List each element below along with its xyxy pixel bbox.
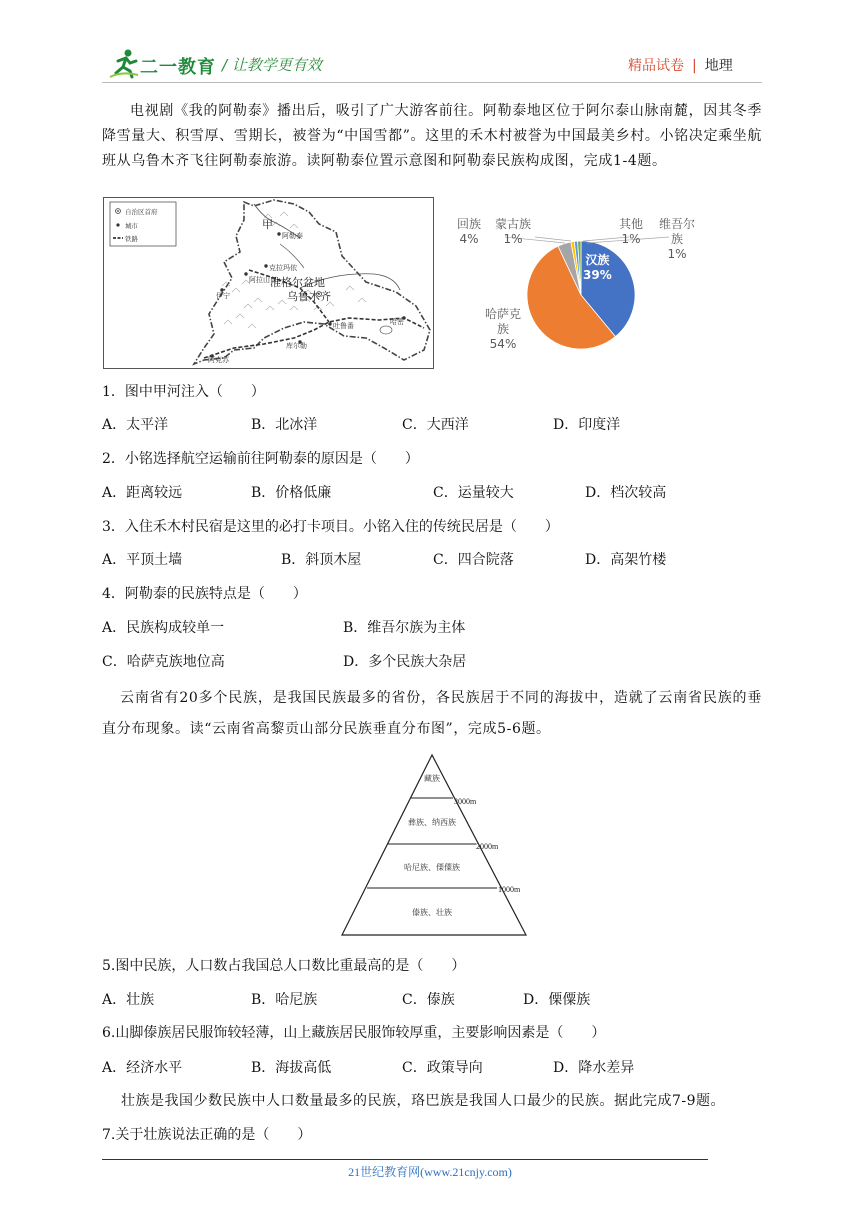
q5-option-a: A．壮族 <box>102 992 155 1008</box>
pie-label-hui: 回族 4% <box>457 217 482 246</box>
q2-option-b: B．价格低廉 <box>251 485 332 501</box>
q1-option-b: B．北冰洋 <box>251 417 318 433</box>
question-2: 2．小铭选择航空运输前往阿勒泰的原因是（ ） <box>102 451 419 467</box>
footer-text: 21世纪教育网(www.21cnjy.com) <box>348 1165 512 1179</box>
q3-option-d: D．高架竹楼 <box>585 552 667 568</box>
q1-option-a: A．太平洋 <box>102 417 169 433</box>
header-label: 精品试卷 <box>628 58 684 74</box>
map-label-urumqi: 乌鲁木齐 <box>287 290 331 303</box>
legend-railway: 铁路 <box>125 235 138 243</box>
question-1: 1．图中甲河注入（ ） <box>102 384 265 400</box>
q1-option-d: D．印度洋 <box>553 417 621 433</box>
q3-option-c: C．四合院落 <box>433 552 514 568</box>
question-6: 6.山脚傣族居民服饰较轻薄，山上藏族居民服饰较厚重，主要影响因素是（ ） <box>102 1025 606 1041</box>
altay-location-map <box>103 197 434 369</box>
q4-option-b: B．维吾尔族为主体 <box>343 620 466 636</box>
q5-option-b: B．哈尼族 <box>251 992 318 1008</box>
question-5: 5.图中民族，人口数占我国总人口数比重最高的是（ ） <box>102 958 466 974</box>
altitude-3000: 3000m <box>454 797 477 806</box>
pie-label-kazakh: 哈萨克 族 54% <box>485 307 522 351</box>
slogan: / 让教学更有效 <box>222 56 322 74</box>
map-label-kelamayi: 克拉玛依 <box>269 264 297 272</box>
altitude-2000: 2000m <box>476 842 499 851</box>
footer-rule <box>102 1159 708 1160</box>
q1-option-c: C．大西洋 <box>402 417 469 433</box>
question-4: 4．阿勒泰的民族特点是（ ） <box>102 586 307 602</box>
level-yi-naxi: 彝族、纳西族 <box>408 818 456 827</box>
q3-option-b: B．斜顶木屋 <box>281 552 362 568</box>
brand-logo <box>108 47 220 83</box>
map-label-tulufan: 吐鲁番 <box>333 322 354 330</box>
altitude-pyramid-diagram <box>330 752 550 940</box>
level-dai-zhuang: 傣族、壮族 <box>412 908 452 917</box>
map-label-hami: 哈密 <box>390 318 404 326</box>
pie-label-uyghur: 维吾尔 族 1% <box>659 217 696 261</box>
q5-option-d: D．傈僳族 <box>523 992 591 1008</box>
q2-option-c: C．运量较大 <box>433 485 514 501</box>
map-label-alashan: 阿拉山口 <box>249 276 277 284</box>
map-label-aletai: 阿勒泰 <box>282 232 303 240</box>
intro-paragraph-3: 壮族是我国少数民族中人口数量最多的民族，珞巴族是我国人口最少的民族。据此完成7-9题。 <box>121 1093 726 1109</box>
level-hani-lisu: 哈尼族、傈僳族 <box>404 863 460 872</box>
altitude-1000: 1000m <box>498 885 521 894</box>
legend-city: 城市 <box>125 222 138 230</box>
q2-option-d: D．档次较高 <box>585 485 667 501</box>
level-tibetan: 藏族 <box>424 774 440 783</box>
header-rule <box>102 82 762 83</box>
runner-icon <box>108 47 140 79</box>
q6-option-c: C．政策导向 <box>402 1060 483 1076</box>
legend-capital: 自治区首府 <box>125 208 158 216</box>
question-3: 3．入住禾木村民宿是这里的必打卡项目。小铭入住的传统民居是（ ） <box>102 519 559 535</box>
q6-option-a: A．经济水平 <box>102 1060 183 1076</box>
subject-label: 地理 <box>704 58 733 74</box>
pie-label-other: 其他 1% <box>619 217 644 246</box>
ethnic-composition-pie-chart <box>437 197 724 367</box>
city-icon <box>116 223 119 226</box>
question-7: 7.关于壮族说法正确的是（ ） <box>102 1127 312 1143</box>
q3-option-a: A．平顶土墙 <box>102 552 183 568</box>
q2-option-a: A．距离较远 <box>102 485 183 501</box>
q6-option-b: B．海拔高低 <box>251 1060 332 1076</box>
q4-option-c: C．哈萨克族地位高 <box>102 654 225 670</box>
map-label-basin: 准格尔盆地 <box>270 276 325 289</box>
q5-option-c: C．傣族 <box>402 992 455 1008</box>
q4-option-a: A．民族构成较单一 <box>102 620 225 636</box>
map-label-kuerle: 库尔勒 <box>286 342 307 350</box>
intro-paragraph-2: 云南省有20多个民族，是我国民族最多的省份，各民族居于不同的海拔中，造就了云南省民族的垂直分布现象。读“云南省高黎贡山部分民族垂直分布图”，完成5-6题。 <box>102 690 762 737</box>
q6-option-d: D．降水差异 <box>553 1060 635 1076</box>
pie-label-mongol: 蒙古族 1% <box>495 217 532 246</box>
map-label-jia: 甲 <box>262 218 273 231</box>
q4-option-d: D．多个民族大杂居 <box>343 654 467 670</box>
header-divider: | <box>692 58 697 74</box>
brand-name: 二一教育 <box>140 57 216 78</box>
map-label-akesu: 阿克苏 <box>208 356 229 364</box>
map-label-yining: 伊宁 <box>216 292 230 300</box>
intro-paragraph-1: 电视剧《我的阿勒泰》播出后，吸引了广大游客前往。阿勒泰地区位于阿尔泰山脉南麓，因其冬季降雪量大、积雪厚、雪期长，被誉为“中国雪都”。这里的禾木村被誉为中国最美乡村。小铭决定乘坐航班从乌鲁木齐飞往阿勒泰旅游。读阿勒泰位置示意图和阿勒泰民族构成图，完成1-4题。 <box>102 103 762 169</box>
header-right <box>628 55 733 75</box>
pie-label-han: 汉族 39% <box>583 253 612 282</box>
